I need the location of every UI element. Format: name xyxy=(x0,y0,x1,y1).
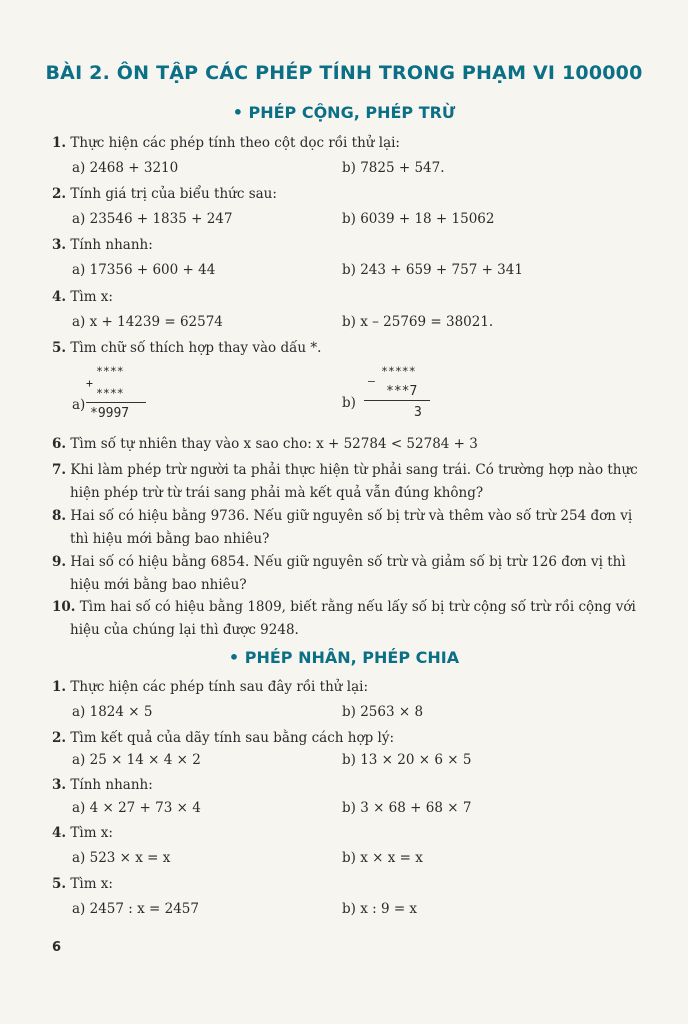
exercise-text: Tìm số tự nhiên thay vào x sao cho: x + 52784 < 52784 + 3 xyxy=(70,436,478,452)
exercise-number: 9. xyxy=(52,554,67,570)
exercise-2-part-a: a) 23546 + 1835 + 247 xyxy=(72,211,233,227)
exercise-5-part-b-label: b) xyxy=(342,395,356,411)
exercise-text: Thực hiện các phép tính theo cột dọc rồi thử lại: xyxy=(70,135,400,151)
exercise-m3 xyxy=(52,774,153,797)
exercise-3 xyxy=(52,234,153,257)
exercise-m4-part-b: b) x × x = x xyxy=(342,850,423,866)
exercise-text: Tìm x: xyxy=(70,876,113,892)
exercise-number: 1. xyxy=(52,679,67,695)
calc-b-operator: – xyxy=(368,374,375,388)
calc-b-row2: ***7 xyxy=(386,384,418,399)
exercise-text: Tìm x: xyxy=(70,825,113,841)
exercise-text-cont: thì hiệu mới bằng bao nhiêu? xyxy=(70,531,270,547)
exercise-text: Tìm kết quả của dãy tính sau bằng cách hợp lý: xyxy=(70,730,394,746)
exercise-text: Tính nhanh: xyxy=(70,777,153,793)
exercise-text: Tìm hai số có hiệu bằng 1809, biết rằng nếu lấy số bị trừ cộng số trừ rồi cộng với xyxy=(79,599,636,615)
section-heading-multiply-divide: • PHÉP NHÂN, PHÉP CHIA xyxy=(228,648,460,667)
exercise-text-cont: hiệu của chúng lại thì được 9248. xyxy=(70,622,299,638)
calc-a-operator: + xyxy=(86,376,93,390)
exercise-text-cont: hiệu mới bằng bao nhiêu? xyxy=(70,577,247,593)
exercise-10 xyxy=(52,596,662,642)
exercise-m3-part-a: a) 4 × 27 + 73 × 4 xyxy=(72,800,201,816)
exercise-number: 5. xyxy=(52,340,67,356)
exercise-number: 4. xyxy=(52,289,67,305)
exercise-6 xyxy=(52,433,478,456)
exercise-number: 2. xyxy=(52,730,67,746)
exercise-number: 10. xyxy=(52,599,76,615)
calc-a-line xyxy=(86,402,146,403)
exercise-number: 4. xyxy=(52,825,67,841)
exercise-3-part-a: a) 17356 + 600 + 44 xyxy=(72,262,216,278)
exercise-text: Khi làm phép trừ người ta phải thực hiện từ phải sang trái. Có trường hợp nào thực xyxy=(70,462,638,478)
exercise-2 xyxy=(52,183,277,206)
exercise-1-part-b: b) 7825 + 547. xyxy=(342,160,445,176)
exercise-7 xyxy=(52,459,662,505)
exercise-4 xyxy=(52,286,113,309)
exercise-4-part-b: b) x – 25769 = 38021. xyxy=(342,314,494,330)
exercise-m1 xyxy=(52,676,368,699)
exercise-m4 xyxy=(52,822,113,845)
exercise-m5-part-b: b) x : 9 = x xyxy=(342,901,418,917)
exercise-m2-part-b: b) 13 × 20 × 6 × 5 xyxy=(342,752,472,768)
exercise-8 xyxy=(52,505,662,551)
exercise-1 xyxy=(52,132,400,155)
exercise-text: Thực hiện các phép tính sau đây rồi thử lại: xyxy=(70,679,368,695)
page-number: 6 xyxy=(52,940,62,955)
exercise-5-part-a-label: a) xyxy=(72,397,86,413)
calc-b-line xyxy=(364,400,430,401)
exercise-number: 3. xyxy=(52,777,67,793)
exercise-text: Hai số có hiệu bằng 9736. Nếu giữ nguyên số bị trừ và thêm vào số trừ 254 đơn vị xyxy=(70,508,633,524)
exercise-text: Tính nhanh: xyxy=(70,237,153,253)
exercise-number: 8. xyxy=(52,508,67,524)
calc-a-row2: **** xyxy=(96,386,124,400)
calc-b-result: 3 xyxy=(414,405,422,420)
calc-a-row1: **** xyxy=(96,364,124,378)
exercise-number: 3. xyxy=(52,237,67,253)
exercise-m1-part-b: b) 2563 × 8 xyxy=(342,704,424,720)
exercise-number: 5. xyxy=(52,876,67,892)
exercise-9 xyxy=(52,551,662,597)
exercise-m5 xyxy=(52,873,113,896)
exercise-m1-part-a: a) 1824 × 5 xyxy=(72,704,153,720)
exercise-text-cont: hiện phép trừ từ trái sang phải mà kết quả vẫn đúng không? xyxy=(70,485,484,501)
exercise-2-part-b: b) 6039 + 18 + 15062 xyxy=(342,211,495,227)
exercise-number: 2. xyxy=(52,186,67,202)
section-heading-add-subtract: • PHÉP CỘNG, PHÉP TRỪ xyxy=(232,103,456,122)
exercise-4-part-a: a) x + 14239 = 62574 xyxy=(72,314,223,330)
exercise-text: Hai số có hiệu bằng 6854. Nếu giữ nguyên số trừ và giảm số bị trừ 126 đơn vị thì xyxy=(70,554,626,570)
exercise-m3-part-b: b) 3 × 68 + 68 × 7 xyxy=(342,800,472,816)
exercise-3-part-b: b) 243 + 659 + 757 + 341 xyxy=(342,262,523,278)
exercise-text: Tính giá trị của biểu thức sau: xyxy=(70,186,277,202)
exercise-number: 7. xyxy=(52,462,67,478)
exercise-text: Tìm chữ số thích hợp thay vào dấu *. xyxy=(70,340,322,356)
calc-a-result: *9997 xyxy=(90,406,130,421)
exercise-m2-part-a: a) 25 × 14 × 4 × 2 xyxy=(72,752,201,768)
calc-b-row1: ***** xyxy=(381,364,416,378)
exercise-5 xyxy=(52,337,321,360)
exercise-m2 xyxy=(52,727,394,750)
exercise-1-part-a: a) 2468 + 3210 xyxy=(72,160,179,176)
exercise-m5-part-a: a) 2457 : x = 2457 xyxy=(72,901,199,917)
exercise-number: 1. xyxy=(52,135,67,151)
exercise-m4-part-a: a) 523 × x = x xyxy=(72,850,171,866)
lesson-title: BÀI 2. ÔN TẬP CÁC PHÉP TÍNH TRONG PHẠM VI 100000 xyxy=(45,62,643,84)
exercise-text: Tìm x: xyxy=(70,289,113,305)
exercise-number: 6. xyxy=(52,436,67,452)
